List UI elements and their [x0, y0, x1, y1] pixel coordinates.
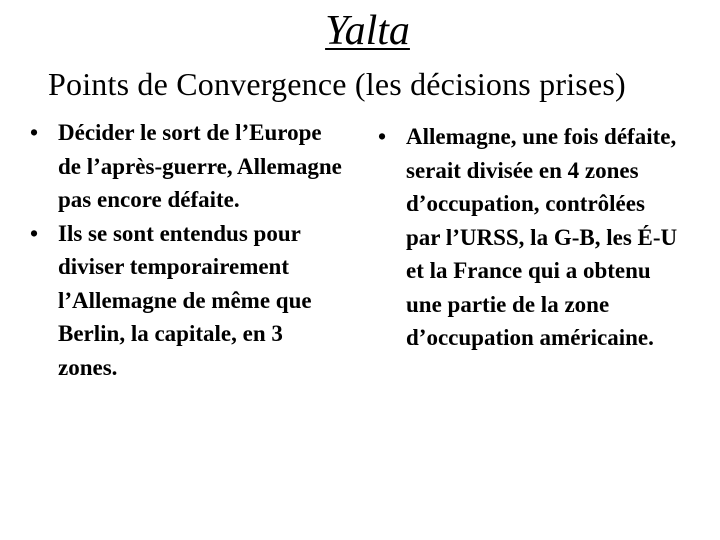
bullet-item: [30, 217, 345, 385]
bullet-icon: •: [30, 120, 39, 145]
bullet-text: Décider le sort de l’Europe de l’après-guerre, Allemagne pas encore défaite.: [58, 120, 342, 212]
bullet-icon: •: [30, 220, 39, 246]
bullet-item: [30, 116, 345, 217]
bullet-item: [378, 120, 678, 355]
bullet-text: Ils se sont entendus pour diviser temporairement l’Allemagne de même que Berlin, la capitale, en 3 zones.: [58, 220, 312, 380]
slide-title: Yalta: [325, 8, 410, 54]
bullet-icon: •: [378, 124, 387, 149]
left-column: [30, 116, 345, 384]
slide-subtitle: Points de Convergence (les décisions prises): [48, 66, 626, 102]
bullet-text: Allemagne, une fois défaite, serait divisée en 4 zones d’occupation, contrôlées par l’URSS, la G-B, les É-U et la France qui a obtenu une partie de la zone d’occupation américaine.: [406, 124, 678, 350]
right-column: [378, 120, 678, 355]
